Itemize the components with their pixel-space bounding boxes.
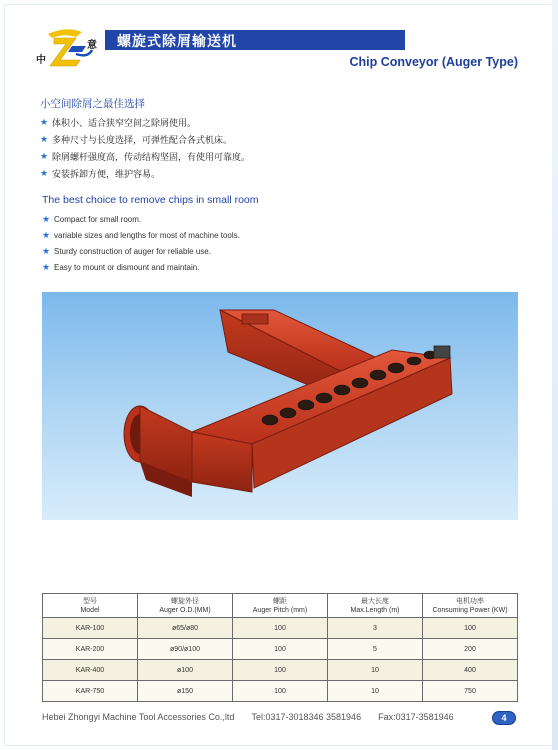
table-cell: 750 — [423, 681, 518, 702]
feature-text-en: Easy to mount or dismount and maintain. — [54, 262, 200, 272]
column-header-en: Auger O.D.(MM) — [159, 606, 211, 614]
table-row — [43, 618, 518, 639]
table-cell: 3 — [328, 618, 423, 639]
table-cell: ø150 — [138, 681, 233, 702]
table-cell: 10 — [328, 660, 423, 681]
footer-tel: Tel:0317-3018346 3581946 — [251, 712, 362, 722]
star-icon: ★ — [40, 117, 49, 128]
title-bar — [105, 30, 405, 50]
feature-item-en — [42, 243, 240, 259]
table-header-row — [43, 594, 518, 618]
auger-conveyor-illustration — [42, 292, 518, 520]
column-header — [423, 594, 518, 618]
table-cell: 100 — [233, 660, 328, 681]
page-edge-strip — [552, 0, 558, 750]
table-cell: ø65/ø80 — [138, 618, 233, 639]
feature-item-zh — [40, 131, 250, 148]
feature-item-zh — [40, 148, 250, 165]
star-icon: ★ — [40, 151, 49, 162]
column-header-zh: 型号 — [83, 597, 97, 605]
table-cell: ø90/ø100 — [138, 639, 233, 660]
feature-text-zh: 除屑螺杆强度高，传动结构坚固，有使用可靠度。 — [52, 153, 251, 163]
footer-company: Hebei Zhongyi Machine Tool Accessories Co.,ltd — [42, 712, 235, 722]
table-row — [43, 681, 518, 702]
column-header-zh: 螺旋外径 — [171, 597, 199, 605]
table-cell: KAR-200 — [43, 639, 138, 660]
table-cell: 100 — [233, 639, 328, 660]
specification-table — [42, 593, 518, 702]
table-cell: 100 — [423, 618, 518, 639]
table-cell: KAR-400 — [43, 660, 138, 681]
star-icon: ★ — [42, 245, 51, 256]
column-header-zh: 螺距 — [273, 597, 287, 605]
table-row — [43, 660, 518, 681]
feature-text-zh: 安装拆卸方便，维护容易。 — [52, 170, 161, 180]
table-cell: KAR-750 — [43, 681, 138, 702]
table-row — [43, 639, 518, 660]
logo-char-right: 意 — [87, 40, 97, 51]
page-number-badge: 4 — [492, 711, 516, 725]
star-icon: ★ — [42, 261, 51, 272]
feature-list-zh — [40, 114, 250, 182]
column-header-en: Auger Pitch (mm) — [252, 606, 308, 614]
table-cell: 400 — [423, 660, 518, 681]
table-cell: KAR-100 — [43, 618, 138, 639]
feature-text-zh: 多种尺寸与长度选择，可弹性配合各式机床。 — [52, 136, 233, 146]
table-cell: 200 — [423, 639, 518, 660]
intro-heading-en: The best choice to remove chips in small room — [42, 194, 259, 206]
column-header-zh: 电机功率 — [456, 597, 484, 605]
feature-item-zh — [40, 114, 250, 131]
feature-list-en — [42, 211, 240, 275]
feature-item-zh — [40, 165, 250, 182]
table-cell: ø100 — [138, 660, 233, 681]
column-header-en: Consuming Power (KW) — [432, 606, 508, 614]
column-header — [138, 594, 233, 618]
table-cell: 5 — [328, 639, 423, 660]
table-cell: 10 — [328, 681, 423, 702]
star-icon: ★ — [42, 213, 51, 224]
page-title-zh: 螺旋式除屑输送机 — [117, 34, 237, 50]
footer-fax: Fax:0317-3581946 — [378, 712, 454, 722]
column-header-en: Max.Length (m) — [350, 606, 400, 614]
company-logo — [36, 24, 102, 72]
logo-char-left: 中 — [36, 55, 46, 66]
column-header — [328, 594, 423, 618]
feature-item-en — [42, 259, 240, 275]
feature-text-en: variable sizes and lengths for most of machine tools. — [54, 230, 240, 240]
column-header-en: Model — [80, 606, 100, 614]
table-cell: 100 — [233, 618, 328, 639]
column-header — [233, 594, 328, 618]
star-icon: ★ — [42, 229, 51, 240]
column-header — [43, 594, 138, 618]
column-header-zh: 最大长度 — [361, 597, 389, 605]
feature-text-zh: 体积小、适合狭窄空间之除屑使用。 — [52, 119, 197, 129]
feature-text-en: Sturdy construction of auger for reliable use. — [54, 246, 211, 256]
star-icon: ★ — [40, 168, 49, 179]
star-icon: ★ — [40, 134, 49, 145]
feature-text-en: Compact for small room. — [54, 214, 142, 224]
intro-heading-zh: 小空间除屑之最佳选择 — [40, 98, 145, 110]
page-footer — [42, 712, 454, 722]
feature-item-en — [42, 227, 240, 243]
feature-item-en — [42, 211, 240, 227]
product-photo — [42, 292, 518, 520]
table-cell: 100 — [233, 681, 328, 702]
page-title-en: Chip Conveyor (Auger Type) — [349, 55, 518, 69]
